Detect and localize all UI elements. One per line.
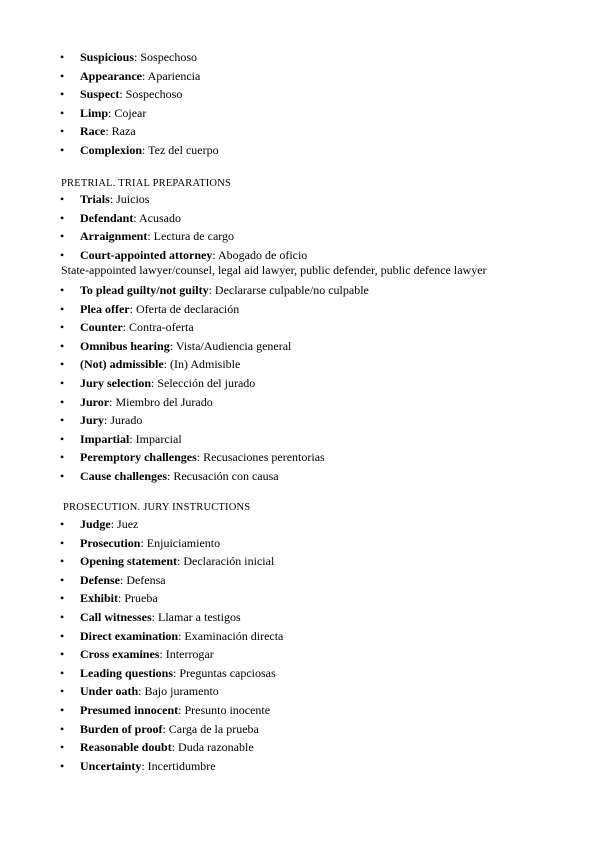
bullet-icon: • xyxy=(60,105,65,120)
list-item xyxy=(0,757,283,776)
translation: : Duda razonable xyxy=(171,740,254,755)
bullet-icon: • xyxy=(60,247,65,262)
term: (Not) admissible xyxy=(80,357,164,372)
list-item xyxy=(0,682,283,701)
translation: : Abogado de oficio xyxy=(212,247,308,262)
list-item xyxy=(0,571,283,590)
translation: : Sospechoso xyxy=(134,50,198,64)
list-item xyxy=(0,701,283,720)
bullet-icon: • xyxy=(60,647,65,662)
translation: : Prueba xyxy=(118,591,158,606)
bullet-icon: • xyxy=(60,394,65,409)
translation: : Defensa xyxy=(119,572,166,587)
list-item xyxy=(0,85,219,104)
term: Jury xyxy=(80,413,104,428)
term: Trials xyxy=(80,192,110,206)
term: Defense xyxy=(80,572,120,587)
translation: : (In) Admisible xyxy=(163,357,241,372)
list-item xyxy=(0,534,283,553)
term: Peremptory challenges xyxy=(80,450,197,465)
list-item xyxy=(0,337,369,356)
list-item xyxy=(0,104,219,123)
term: Counter xyxy=(80,320,123,335)
term: Suspicious xyxy=(80,50,135,64)
list-item xyxy=(0,318,369,337)
list-item xyxy=(0,190,307,209)
term: Court-appointed attorney xyxy=(80,247,213,262)
bullet-icon: • xyxy=(60,210,65,225)
translation: : Declaración inicial xyxy=(177,554,275,569)
translation: : Enjuiciamiento xyxy=(140,535,221,550)
list-item xyxy=(0,608,283,627)
term: Judge xyxy=(80,517,111,531)
term: Exhibit xyxy=(80,591,119,606)
translation: : Tez del cuerpo xyxy=(142,142,219,157)
lawyer-synonyms-note: State-appointed lawyer/counsel, legal aid lawyer, public defender, public defence lawyer xyxy=(61,263,487,277)
term: Omnibus hearing xyxy=(80,338,170,353)
term: Juror xyxy=(80,394,110,409)
bullet-icon: • xyxy=(60,357,65,372)
list-item xyxy=(0,300,369,319)
translation: : Examinación directa xyxy=(178,628,284,643)
translation: : Imparcial xyxy=(129,431,182,446)
list-item xyxy=(0,374,369,393)
bullet-icon: • xyxy=(60,721,65,736)
list-item xyxy=(0,664,283,683)
translation: : Bajo juramento xyxy=(138,684,219,699)
list-item xyxy=(0,209,307,228)
bullet-icon: • xyxy=(60,320,65,335)
term: Prosecution xyxy=(80,535,141,550)
bullet-icon: • xyxy=(60,535,65,550)
section-heading-pretrial: PRETRIAL. TRIAL PREPARATIONS xyxy=(61,178,232,189)
list-item xyxy=(0,589,283,608)
translation: : Lectura de cargo xyxy=(147,229,235,244)
list-item xyxy=(0,393,369,412)
bullet-icon: • xyxy=(60,684,65,699)
term: Leading questions xyxy=(80,665,174,680)
bullet-icon: • xyxy=(60,192,65,206)
bullet-icon: • xyxy=(60,758,65,773)
translation: : Recusación con causa xyxy=(167,468,279,483)
bullet-icon: • xyxy=(60,338,65,353)
translation: : Presunto inocente xyxy=(178,702,271,717)
translation: : Juez xyxy=(110,517,139,531)
bullet-icon: • xyxy=(60,572,65,587)
term: Complexion xyxy=(80,142,143,157)
bullet-icon: • xyxy=(60,124,65,139)
translation: : Acusado xyxy=(133,210,182,225)
glossary-list-pretrial-a xyxy=(0,190,307,264)
translation: : Oferta de declaración xyxy=(129,301,240,316)
term: Plea offer xyxy=(80,301,130,316)
term: Presumed innocent xyxy=(80,702,179,717)
list-item xyxy=(0,281,369,300)
bullet-icon: • xyxy=(60,609,65,624)
translation: : Recusaciones perentorias xyxy=(196,450,325,465)
term: Race xyxy=(80,124,106,139)
term: Call witnesses xyxy=(80,609,152,624)
section-heading-prosecution: PROSECUTION. JURY INSTRUCTIONS xyxy=(63,502,251,513)
list-item xyxy=(0,430,369,449)
bullet-icon: • xyxy=(60,450,65,465)
term: Uncertainty xyxy=(80,758,142,773)
translation: : Contra-oferta xyxy=(122,320,194,335)
list-item xyxy=(0,227,307,246)
term: To plead guilty/not guilty xyxy=(80,283,209,297)
glossary-list-suspect xyxy=(0,48,219,160)
term: Impartial xyxy=(80,431,130,446)
translation: : Selección del jurado xyxy=(151,375,256,390)
translation: : Raza xyxy=(105,124,136,139)
term: Cause challenges xyxy=(80,468,167,483)
bullet-icon: • xyxy=(60,431,65,446)
translation: : Jurado xyxy=(104,413,143,428)
term: Reasonable doubt xyxy=(80,740,172,755)
list-item xyxy=(0,552,283,571)
translation: : Interrogar xyxy=(159,647,214,662)
bullet-icon: • xyxy=(60,229,65,244)
term: Defendant xyxy=(80,210,134,225)
list-item xyxy=(0,141,219,160)
term: Direct examination xyxy=(80,628,179,643)
translation: : Declararse culpable/no culpable xyxy=(208,283,369,297)
bullet-icon: • xyxy=(60,375,65,390)
bullet-icon: • xyxy=(60,87,65,102)
bullet-icon: • xyxy=(60,628,65,643)
translation: : Apariencia xyxy=(142,68,201,83)
translation: : Vista/Audiencia general xyxy=(169,338,292,353)
bullet-icon: • xyxy=(60,413,65,428)
term: Burden of proof xyxy=(80,721,163,736)
list-item xyxy=(0,720,283,739)
translation: : Carga de la prueba xyxy=(162,721,259,736)
translation: : Cojear xyxy=(108,105,147,120)
bullet-icon: • xyxy=(60,591,65,606)
term: Limp xyxy=(80,105,109,120)
term: Under oath xyxy=(80,684,139,699)
term: Opening statement xyxy=(80,554,177,569)
bullet-icon: • xyxy=(60,283,65,297)
translation: : Sospechoso xyxy=(119,87,183,102)
list-item xyxy=(0,48,219,67)
list-item xyxy=(0,246,307,265)
list-item xyxy=(0,448,369,467)
bullet-icon: • xyxy=(60,142,65,157)
bullet-icon: • xyxy=(60,702,65,717)
glossary-list-pretrial-b xyxy=(0,281,369,486)
term: Arraignment xyxy=(80,229,148,244)
term: Suspect xyxy=(80,87,120,102)
bullet-icon: • xyxy=(60,68,65,83)
bullet-icon: • xyxy=(60,554,65,569)
translation: : Preguntas capciosas xyxy=(173,665,276,680)
list-item xyxy=(0,411,369,430)
list-item xyxy=(0,627,283,646)
translation: : Llamar a testigos xyxy=(151,609,241,624)
bullet-icon: • xyxy=(60,301,65,316)
bullet-icon: • xyxy=(60,468,65,483)
glossary-list-prosecution xyxy=(0,515,283,775)
list-item xyxy=(0,67,219,86)
list-item xyxy=(0,467,369,486)
translation: : Juicios xyxy=(109,192,150,206)
term: Cross examines xyxy=(80,647,160,662)
list-item xyxy=(0,122,219,141)
translation: : Incertidumbre xyxy=(141,758,216,773)
term: Appearance xyxy=(80,68,142,83)
bullet-icon: • xyxy=(60,740,65,755)
list-item xyxy=(0,738,283,757)
translation: : Miembro del Jurado xyxy=(109,394,213,409)
bullet-icon: • xyxy=(60,517,65,531)
list-item xyxy=(0,515,283,534)
bullet-icon: • xyxy=(60,50,65,64)
term: Jury selection xyxy=(80,375,151,390)
bullet-icon: • xyxy=(60,665,65,680)
list-item xyxy=(0,645,283,664)
list-item xyxy=(0,355,369,374)
